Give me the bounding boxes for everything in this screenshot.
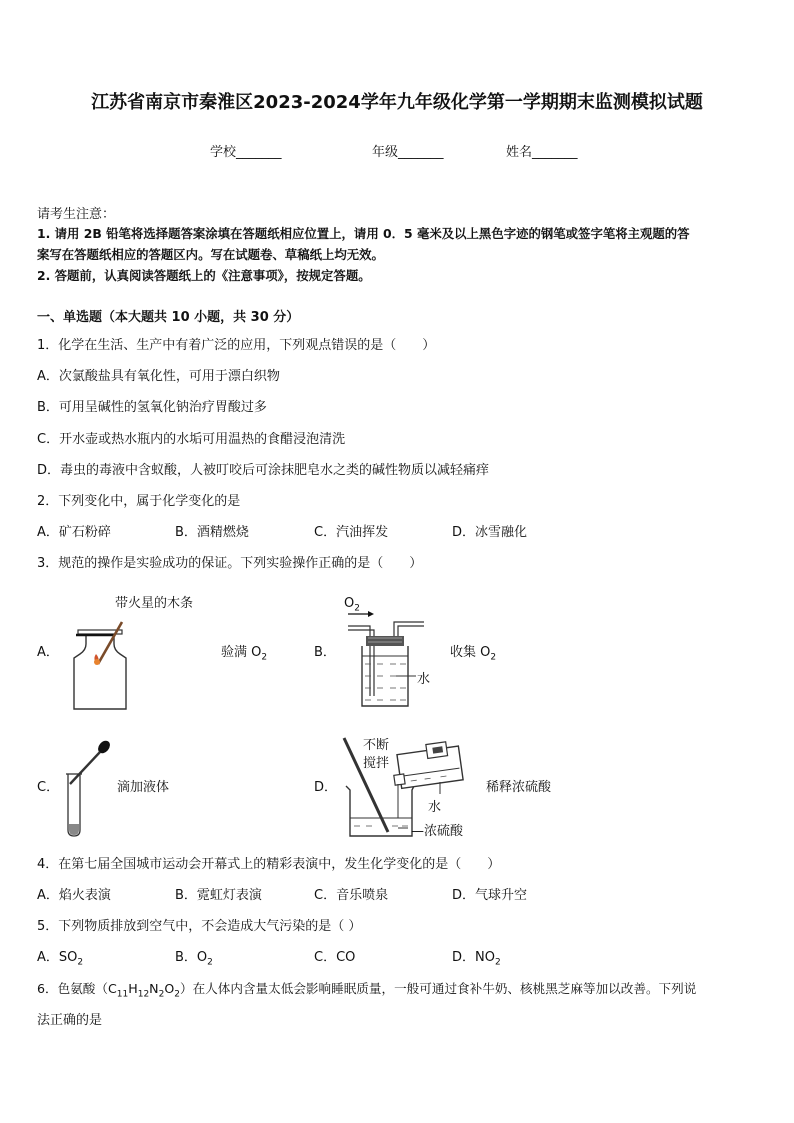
notice-line-2: 2. 答题前，认真阅读答题纸上的《注意事项》，按规定答题。 [37, 268, 371, 283]
notice-line-1b: 案写在答题纸相应的答题区内。写在试题卷、草稿纸上均无效。 [37, 247, 384, 262]
q5-option-b: B．$O_2$ [175, 950, 213, 968]
q3-d-label: 稀释浓硫酸 [486, 780, 552, 795]
q4-option-b: B．霓虹灯表演 [175, 888, 262, 903]
q3-b-letter: B． [314, 645, 336, 660]
q3-b-water-label: 水 [417, 672, 431, 687]
q5-option-d: D．$NO_2$ [452, 950, 501, 968]
q3-d-stir-label-1: 不断 [363, 738, 390, 753]
q6-stem-line-1: 6．色氨酸$(C_{11}H_{12}N_2O_2)$在人体内含量太低会影响睡眠质量，一般可通过食补牛奶、核桃黑芝麻等加以改善。下列说 [37, 981, 697, 1000]
q1-option-c: C．开水壶或热水瓶内的水垢可用温热的食醋浸泡清洗 [37, 432, 346, 447]
notice-heading: 请考生注意： [37, 207, 116, 222]
q5-option-a: A．$SO_2$ [37, 950, 84, 968]
q3-b-gas-label: $O_2$ [344, 596, 360, 614]
notice-line-1a: 1. 请用 2B 铅笔将选择题答案涂填在答题纸相应位置上，请用 0．5 毫米及以上黑色字迹的钢笔或签字笔将主观题的答 [37, 226, 690, 241]
q3-a-label: 验满 $O_2$ [221, 645, 268, 663]
q3-d-acid-label: —浓硫酸 [411, 824, 464, 839]
test-tube-dropper-diagram [60, 738, 120, 840]
q5-stem: 5．下列物质排放到空气中，不会造成大气污染的是（ ） [37, 919, 362, 934]
q1-option-b: B．可用呈碱性的氢氧化钠治疗胃酸过多 [37, 400, 267, 415]
grade-field: 年级_______ [372, 145, 444, 160]
q1-stem: 1．化学在生活、生产中有着广泛的应用，下列观点错误的是（ ） [37, 338, 436, 353]
q3-c-label: 滴加液体 [117, 780, 170, 795]
q1-option-d: D．毒虫的毒液中含蚁酸，人被叮咬后可涂抹肥皂水之类的碱性物质以减轻痛痒 [37, 463, 490, 478]
exam-title: 江苏省南京市秦淮区2023-2024学年九年级化学第一学期期末监测模拟试题 [91, 92, 703, 113]
q3-d-water-label: 水 [428, 800, 442, 815]
q2-option-a: A．矿石粉碎 [37, 525, 111, 540]
q2-option-d: D．冰雪融化 [452, 525, 528, 540]
section-heading: 一、单选题（本大题共 10 小题，共 30 分） [37, 310, 300, 325]
q3-a-letter: A． [37, 645, 59, 660]
q3-a-caption-top: 带火星的木条 [115, 596, 194, 611]
school-field: 学校_______ [210, 145, 282, 160]
q6-stem-line-2: 法正确的是 [37, 1013, 103, 1028]
q2-option-c: C．汽油挥发 [314, 525, 389, 540]
q4-option-a: A．焰火表演 [37, 888, 111, 903]
q3-d-stir-label-2: 搅拌 [363, 756, 390, 771]
gas-collection-bottle-diagram [340, 608, 430, 708]
q1-option-a: A．次氯酸盐具有氧化性，可用于漂白织物 [37, 369, 280, 384]
q3-d-letter: D． [314, 780, 338, 795]
q2-stem: 2．下列变化中，属于化学变化的是 [37, 494, 241, 509]
q3-stem: 3．规范的操作是实验成功的保证。下列实验操作正确的是（ ） [37, 556, 423, 571]
q3-b-label: 收集 $O_2$ [450, 645, 497, 663]
gas-bottle-splint-diagram [66, 614, 136, 714]
q2-option-b: B．酒精燃烧 [175, 525, 249, 540]
q4-option-c: C．音乐喷泉 [314, 888, 389, 903]
q5-option-c: C．CO [314, 950, 356, 965]
name-field: 姓名_______ [506, 145, 578, 160]
q3-c-letter: C． [37, 780, 60, 795]
q4-option-d: D．气球升空 [452, 888, 528, 903]
q4-stem: 4．在第七届全国城市运动会开幕式上的精彩表演中，发生化学变化的是（ ） [37, 857, 501, 872]
